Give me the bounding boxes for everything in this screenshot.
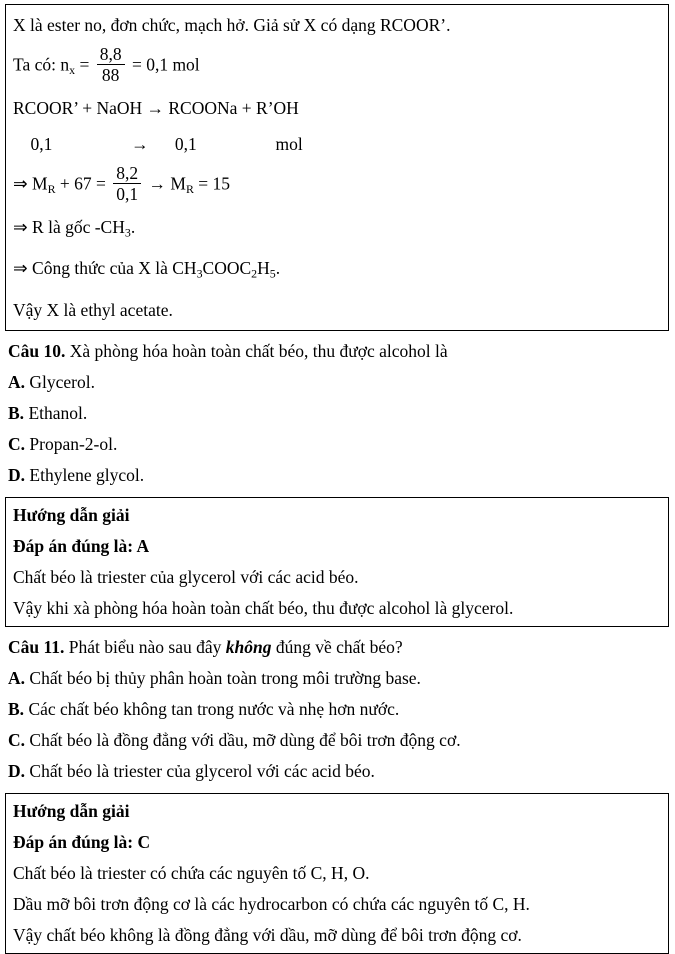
text-segment: Xà phòng hóa hoàn toàn chất béo, thu được alcohol là	[65, 341, 448, 362]
solution-heading	[13, 500, 661, 531]
text-segment: Dầu mỡ bôi trơn động cơ là các hydrocarbon có chứa các nguyên tố C, H.	[13, 894, 530, 915]
formula-conclusion-line	[13, 250, 661, 291]
question-10-stem	[8, 336, 666, 367]
text-segment: Câu 11.	[8, 637, 65, 658]
text-segment: → M	[144, 173, 186, 194]
solution-heading	[13, 796, 661, 827]
mole-ratio-line	[13, 126, 661, 162]
text-segment: B.	[8, 699, 25, 720]
text-segment: Ethanol.	[24, 403, 88, 424]
text-segment: không	[225, 637, 272, 658]
text-segment: C.	[8, 434, 26, 455]
mole-calculation-line	[13, 43, 661, 90]
text-segment: R	[47, 181, 56, 196]
text-segment: Chất béo là đồng đẳng với dầu, mỡ dùng để bôi trơn động cơ.	[25, 730, 461, 751]
text-segment: R	[185, 181, 194, 196]
fraction	[97, 44, 125, 85]
text-segment: COOC	[202, 258, 252, 279]
solution-box-q10	[5, 497, 669, 627]
molar-mass-equation-line	[13, 162, 661, 209]
text-segment: x	[69, 62, 76, 77]
text-segment: A.	[8, 668, 26, 689]
question-10-option-c	[8, 429, 666, 460]
question-11-option-a	[8, 663, 666, 694]
fraction-numerator: 8,2	[113, 163, 141, 184]
text-segment: =	[75, 54, 94, 75]
fraction-denominator: 0,1	[116, 184, 139, 204]
text-segment: Đáp án đúng là: A	[13, 536, 150, 557]
text-segment: Phát biểu nào sau đây	[64, 637, 226, 658]
text-segment: D.	[8, 761, 26, 782]
text-segment: Ethylene glycol.	[25, 465, 145, 486]
fraction-numerator: 8,8	[97, 44, 125, 65]
correct-answer-line	[13, 531, 661, 562]
text-segment: = 0,1 mol	[127, 54, 200, 75]
text-segment: Hướng dẫn giải	[13, 505, 130, 526]
text-segment: 5	[269, 266, 276, 281]
explanation-line	[13, 562, 661, 593]
given-statement-line	[13, 7, 661, 43]
solution-box-q11	[5, 793, 669, 954]
question-10	[5, 331, 669, 497]
text-segment: ⇒ R là gốc -CH	[13, 217, 125, 237]
fraction-denominator: 88	[101, 65, 120, 85]
question-10-option-b	[8, 398, 666, 429]
conclusion-line	[13, 920, 661, 951]
text-segment: 3	[196, 266, 203, 281]
reaction-equation-line	[13, 90, 661, 126]
text-segment: X là ester no, đơn chức, mạch hở. Giả sử X có dạng RCOOR’.	[13, 15, 451, 35]
text-segment: Câu 10.	[8, 341, 66, 362]
explanation-line-2	[13, 889, 661, 920]
text-segment: ⇒ M	[13, 173, 48, 194]
question-11	[5, 627, 669, 793]
question-10-option-a	[8, 367, 666, 398]
text-segment: Chất béo là triester có chứa các nguyên tố C, H, O.	[13, 863, 370, 884]
correct-answer-line	[13, 827, 661, 858]
text-segment: RCOOR’ + NaOH → RCOONa + R’OH	[13, 98, 299, 118]
text-segment: 2	[251, 266, 258, 281]
question-10-option-d	[8, 460, 666, 491]
text-segment: H	[257, 258, 270, 279]
explanation-line-1	[13, 858, 661, 889]
radical-conclusion-line	[13, 209, 661, 250]
text-segment: C.	[8, 730, 26, 751]
text-segment: Chất béo là triester của glycerol với các acid béo.	[13, 567, 359, 588]
text-segment: 0,1 → 0,1 mol	[13, 134, 303, 154]
text-segment: Vậy chất béo không là đồng đẳng với dầu, mỡ dùng để bôi trơn động cơ.	[13, 925, 522, 946]
text-segment: B.	[8, 403, 25, 424]
fraction	[113, 163, 141, 204]
text-segment: Vậy X là ethyl acetate.	[13, 299, 173, 320]
solution-box-ester	[5, 4, 669, 331]
text-segment: .	[130, 217, 136, 237]
text-segment: = 15	[193, 173, 231, 194]
text-segment: Vậy khi xà phòng hóa hoàn toàn chất béo, thu được alcohol là glycerol.	[13, 598, 514, 619]
final-answer-line	[13, 292, 661, 328]
text-segment: + 67 =	[55, 173, 111, 194]
question-11-option-c	[8, 725, 666, 756]
text-segment: Các chất béo không tan trong nước và nhẹ hơn nước.	[24, 699, 400, 720]
question-11-option-d	[8, 756, 666, 787]
text-segment: Ta có: n	[13, 54, 70, 75]
text-segment: D.	[8, 465, 26, 486]
text-segment: Hướng dẫn giải	[13, 801, 130, 822]
text-segment: đúng về chất béo?	[271, 637, 403, 658]
question-11-stem	[8, 632, 666, 663]
text-segment: A.	[8, 372, 26, 393]
text-segment: Chất béo bị thủy phân hoàn toàn trong môi trường base.	[25, 668, 421, 689]
text-segment: Propan-2-ol.	[25, 434, 118, 455]
text-segment: .	[275, 258, 281, 279]
question-11-option-b	[8, 694, 666, 725]
text-segment: ⇒ Công thức của X là CH	[13, 258, 197, 279]
text-segment: Đáp án đúng là: C	[13, 832, 151, 853]
conclusion-line	[13, 593, 661, 624]
text-segment: Chất béo là triester của glycerol với các acid béo.	[25, 761, 375, 782]
text-segment: Glycerol.	[25, 372, 95, 393]
text-segment: 3	[124, 225, 131, 240]
